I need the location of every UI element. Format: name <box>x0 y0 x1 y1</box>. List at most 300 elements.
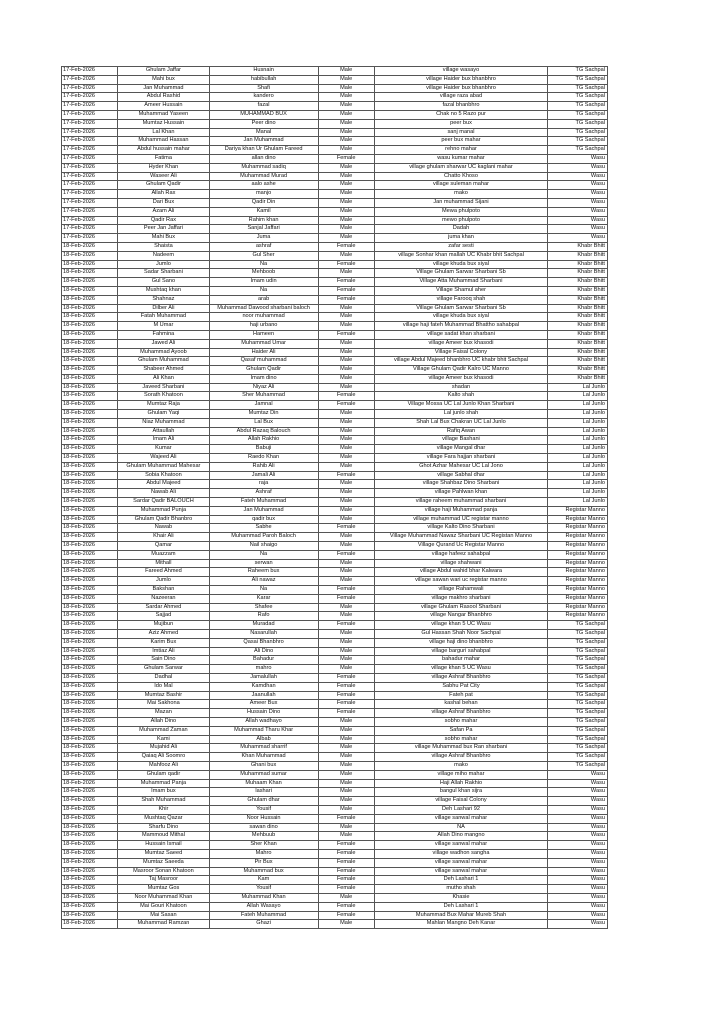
date-cell: 18-Feb-2026 <box>62 348 118 357</box>
address-cell: Mahlan Mangno Deh Kanar <box>374 920 547 929</box>
uc-cell: Khabr Bhitt <box>548 357 608 366</box>
uc-cell: TG Sachpal <box>548 691 608 700</box>
uc-cell: TG Sachpal <box>548 682 608 691</box>
gender-cell: Male <box>318 110 374 119</box>
uc-cell: Wasu <box>548 902 608 911</box>
date-cell: 18-Feb-2026 <box>62 454 118 463</box>
father-name-cell: Na <box>209 260 318 269</box>
uc-cell: Khabr Bhitt <box>548 242 608 251</box>
name-cell: Dadhal <box>118 673 209 682</box>
father-name-cell: Qasai Bhanbhro <box>209 638 318 647</box>
date-cell: 18-Feb-2026 <box>62 427 118 436</box>
gender-cell: Male <box>318 489 374 498</box>
uc-cell: Khabr Bhitt <box>548 330 608 339</box>
name-cell: Fahmina <box>118 330 209 339</box>
name-cell: Ghulam Jaffar <box>118 67 209 76</box>
father-name-cell: Raheem bux <box>209 568 318 577</box>
name-cell: Muhammad Yaseen <box>118 110 209 119</box>
father-name-cell: haji urbano <box>209 322 318 331</box>
date-cell: 18-Feb-2026 <box>62 260 118 269</box>
address-cell: bahadur mahar <box>374 656 547 665</box>
gender-cell: Male <box>318 770 374 779</box>
table-row <box>62 498 608 507</box>
uc-cell: Wasu <box>548 858 608 867</box>
uc-cell: Wasu <box>548 770 608 779</box>
father-name-cell: Muhammad sharrif <box>209 744 318 753</box>
table-row <box>62 418 608 427</box>
name-cell: Wajeed Ali <box>118 454 209 463</box>
address-cell: village haji dino bhanbhro <box>374 638 547 647</box>
date-cell: 18-Feb-2026 <box>62 357 118 366</box>
address-cell: Lal junlo shah <box>374 410 547 419</box>
gender-cell: Male <box>318 198 374 207</box>
gender-cell: Female <box>318 682 374 691</box>
name-cell: Ghulam Muhammad Mahesar <box>118 462 209 471</box>
name-cell: Nadeem <box>118 251 209 260</box>
date-cell: 18-Feb-2026 <box>62 559 118 568</box>
father-name-cell: Mehboob <box>209 269 318 278</box>
table-row <box>62 630 608 639</box>
uc-cell: Lal Junlo <box>548 489 608 498</box>
table-row <box>62 533 608 542</box>
table-row <box>62 93 608 102</box>
name-cell: Mahfooz Ali <box>118 761 209 770</box>
table-row <box>62 665 608 674</box>
father-name-cell: Na <box>209 550 318 559</box>
gender-cell: Male <box>318 304 374 313</box>
table-row <box>62 621 608 630</box>
name-cell: Sain Dino <box>118 656 209 665</box>
gender-cell: Male <box>318 462 374 471</box>
uc-cell: Wasu <box>548 832 608 841</box>
date-cell: 17-Feb-2026 <box>62 181 118 190</box>
gender-cell: Female <box>318 876 374 885</box>
table-row <box>62 788 608 797</box>
uc-cell: Lal Junlo <box>548 454 608 463</box>
father-name-cell: kandero <box>209 93 318 102</box>
gender-cell: Male <box>318 172 374 181</box>
date-cell: 18-Feb-2026 <box>62 647 118 656</box>
uc-cell: Wasu <box>548 805 608 814</box>
table-row <box>62 163 608 172</box>
gender-cell: Male <box>318 445 374 454</box>
table-row <box>62 612 608 621</box>
address-cell: mutho shah <box>374 885 547 894</box>
table-row <box>62 75 608 84</box>
table-row <box>62 348 608 357</box>
father-name-cell: Husnain <box>209 67 318 76</box>
uc-cell: Wasu <box>548 920 608 929</box>
gender-cell: Male <box>318 533 374 542</box>
address-cell: village suleman mahar <box>374 181 547 190</box>
gender-cell: Female <box>318 594 374 603</box>
date-cell: 18-Feb-2026 <box>62 779 118 788</box>
father-name-cell: Albab <box>209 735 318 744</box>
gender-cell: Male <box>318 515 374 524</box>
register-rows <box>62 67 608 929</box>
address-cell: village khuda bux siyal <box>374 260 547 269</box>
table-row <box>62 506 608 515</box>
name-cell: Muazzam <box>118 550 209 559</box>
uc-cell: TG Sachpal <box>548 761 608 770</box>
name-cell: Fatima <box>118 154 209 163</box>
table-row <box>62 383 608 392</box>
name-cell: Mumtaz Bashir <box>118 691 209 700</box>
table-row <box>62 128 608 137</box>
uc-cell: Khabr Bhitt <box>548 251 608 260</box>
name-cell: Mumtaz Hussain <box>118 119 209 128</box>
address-cell: Ghot Azhar Mahesar UC Lal Jono <box>374 462 547 471</box>
date-cell: 17-Feb-2026 <box>62 190 118 199</box>
uc-cell: Khabr Bhitt <box>548 366 608 375</box>
uc-cell: Wasu <box>548 154 608 163</box>
date-cell: 17-Feb-2026 <box>62 67 118 76</box>
uc-cell: Wasu <box>548 841 608 850</box>
gender-cell: Male <box>318 647 374 656</box>
father-name-cell: allan dino <box>209 154 318 163</box>
gender-cell: Male <box>318 181 374 190</box>
name-cell: Abdul Rashid <box>118 93 209 102</box>
table-row <box>62 717 608 726</box>
gender-cell: Female <box>318 911 374 920</box>
date-cell: 18-Feb-2026 <box>62 814 118 823</box>
address-cell: Village Shamul aher <box>374 286 547 295</box>
name-cell: Khair Ali <box>118 533 209 542</box>
gender-cell: Female <box>318 154 374 163</box>
address-cell: Allah Dino mangno <box>374 832 547 841</box>
uc-cell: Lal Junlo <box>548 401 608 410</box>
gender-cell: Male <box>318 797 374 806</box>
table-row <box>62 603 608 612</box>
gender-cell: Male <box>318 779 374 788</box>
address-cell: village Muhammad bux Ran sharbani <box>374 744 547 753</box>
name-cell: Jumlo <box>118 577 209 586</box>
father-name-cell: Qadir Din <box>209 198 318 207</box>
gender-cell: Male <box>318 726 374 735</box>
gender-cell: Male <box>318 427 374 436</box>
gender-cell: Male <box>318 498 374 507</box>
father-name-cell: Nail shaigo <box>209 542 318 551</box>
uc-cell: Lal Junlo <box>548 427 608 436</box>
table-row <box>62 401 608 410</box>
name-cell: Attaullah <box>118 427 209 436</box>
gender-cell: Female <box>318 849 374 858</box>
date-cell: 18-Feb-2026 <box>62 542 118 551</box>
table-row <box>62 154 608 163</box>
father-name-cell: Hussain Dino <box>209 709 318 718</box>
gender-cell: Male <box>318 128 374 137</box>
address-cell: Fateh pat <box>374 691 547 700</box>
name-cell: Mumtaz Raja <box>118 401 209 410</box>
gender-cell: Male <box>318 753 374 762</box>
date-cell: 18-Feb-2026 <box>62 709 118 718</box>
date-cell: 18-Feb-2026 <box>62 656 118 665</box>
name-cell: Dari Bux <box>118 198 209 207</box>
date-cell: 18-Feb-2026 <box>62 630 118 639</box>
address-cell: village Mangal dhar <box>374 445 547 454</box>
father-name-cell: serwan <box>209 559 318 568</box>
uc-cell: Registar Manno <box>548 533 608 542</box>
father-name-cell: Qasaf muhammad <box>209 357 318 366</box>
address-cell: zafar sesti <box>374 242 547 251</box>
father-name-cell: Ashraf <box>209 489 318 498</box>
name-cell: Peer Jan Jaffari <box>118 225 209 234</box>
father-name-cell: aalo ashe <box>209 181 318 190</box>
father-name-cell: Babuji <box>209 445 318 454</box>
uc-cell: TG Sachpal <box>548 93 608 102</box>
table-row <box>62 691 608 700</box>
table-row <box>62 744 608 753</box>
gender-cell: Male <box>318 163 374 172</box>
gender-cell: Male <box>318 67 374 76</box>
date-cell: 18-Feb-2026 <box>62 700 118 709</box>
gender-cell: Female <box>318 691 374 700</box>
date-cell: 18-Feb-2026 <box>62 603 118 612</box>
father-name-cell: Hameen <box>209 330 318 339</box>
table-row <box>62 550 608 559</box>
table-row <box>62 761 608 770</box>
table-row <box>62 515 608 524</box>
table-row <box>62 814 608 823</box>
name-cell: Waseer Ali <box>118 172 209 181</box>
table-row <box>62 304 608 313</box>
table-row <box>62 251 608 260</box>
father-name-cell: Yousif <box>209 885 318 894</box>
name-cell: Sardar Qadir BALOUCH <box>118 498 209 507</box>
table-row <box>62 330 608 339</box>
date-cell: 18-Feb-2026 <box>62 498 118 507</box>
gender-cell: Female <box>318 841 374 850</box>
name-cell: Taj Masroor <box>118 876 209 885</box>
uc-cell: Khabr Bhitt <box>548 313 608 322</box>
gender-cell: Male <box>318 832 374 841</box>
name-cell: Kumar <box>118 445 209 454</box>
uc-cell: TG Sachpal <box>548 709 608 718</box>
name-cell: Sorath Khatoon <box>118 392 209 401</box>
date-cell: 18-Feb-2026 <box>62 374 118 383</box>
table-row <box>62 559 608 568</box>
uc-cell: Registar Manno <box>548 568 608 577</box>
date-cell: 18-Feb-2026 <box>62 911 118 920</box>
name-cell: Jan Muhammad <box>118 84 209 93</box>
name-cell: Shaista <box>118 242 209 251</box>
name-cell: Muhammad Ayoob <box>118 348 209 357</box>
name-cell: M Umar <box>118 322 209 331</box>
address-cell: Shah Lal Bux Chakran UC Lal Junlo <box>374 418 547 427</box>
date-cell: 18-Feb-2026 <box>62 489 118 498</box>
date-cell: 18-Feb-2026 <box>62 506 118 515</box>
address-cell: Haji Allah Rakhio <box>374 779 547 788</box>
father-name-cell: Noor Hussain <box>209 814 318 823</box>
date-cell: 18-Feb-2026 <box>62 744 118 753</box>
father-name-cell: Haider Ali <box>209 348 318 357</box>
date-cell: 18-Feb-2026 <box>62 278 118 287</box>
gender-cell: Female <box>318 621 374 630</box>
name-cell: Mahi Bux <box>118 234 209 243</box>
gender-cell: Male <box>318 454 374 463</box>
address-cell: village Fara hajjan sharbani <box>374 454 547 463</box>
address-cell: village shahwani <box>374 559 547 568</box>
date-cell: 18-Feb-2026 <box>62 480 118 489</box>
father-name-cell: Bahadur <box>209 656 318 665</box>
father-name-cell: Karar <box>209 594 318 603</box>
address-cell: village sanwal mahar <box>374 858 547 867</box>
table-row <box>62 709 608 718</box>
father-name-cell: Kamdhan <box>209 682 318 691</box>
address-cell: village sanwal mahar <box>374 867 547 876</box>
address-cell: village Rahamwali <box>374 586 547 595</box>
father-name-cell: Mumtaz Din <box>209 410 318 419</box>
name-cell: Azam Ali <box>118 207 209 216</box>
date-cell: 18-Feb-2026 <box>62 797 118 806</box>
table-row <box>62 295 608 304</box>
table-row <box>62 172 608 181</box>
table-row <box>62 920 608 929</box>
name-cell: Allah Dino <box>118 717 209 726</box>
father-name-cell: Ghulam Qadir <box>209 366 318 375</box>
table-row <box>62 849 608 858</box>
uc-cell: Registar Manno <box>548 542 608 551</box>
table-row <box>62 392 608 401</box>
name-cell: Qaiaq Ali Soomro <box>118 753 209 762</box>
date-cell: 18-Feb-2026 <box>62 832 118 841</box>
address-cell: village Sabhal dhar <box>374 471 547 480</box>
name-cell: Ghulam Qadir <box>118 181 209 190</box>
father-name-cell: Juma <box>209 234 318 243</box>
name-cell: Sobia Khatoon <box>118 471 209 480</box>
name-cell: Hyder Khan <box>118 163 209 172</box>
name-cell: Javeed Sharbani <box>118 383 209 392</box>
name-cell: Muhammad Zaman <box>118 726 209 735</box>
date-cell: 18-Feb-2026 <box>62 366 118 375</box>
father-name-cell: Khan Muhammad <box>209 753 318 762</box>
name-cell: Mujahid Ali <box>118 744 209 753</box>
gender-cell: Male <box>318 357 374 366</box>
date-cell: 18-Feb-2026 <box>62 550 118 559</box>
date-cell: 17-Feb-2026 <box>62 225 118 234</box>
date-cell: 17-Feb-2026 <box>62 154 118 163</box>
father-name-cell: qadir bux <box>209 515 318 524</box>
address-cell: mako <box>374 761 547 770</box>
address-cell: wasu kumar mahar <box>374 154 547 163</box>
name-cell: Jawed Ali <box>118 339 209 348</box>
name-cell: Dilber Ali <box>118 304 209 313</box>
address-cell: village raza abad <box>374 93 547 102</box>
uc-cell: TG Sachpal <box>548 630 608 639</box>
table-row <box>62 339 608 348</box>
address-cell: village hafeez sahabpal <box>374 550 547 559</box>
father-name-cell: Jan Muhammad <box>209 506 318 515</box>
uc-cell: Lal Junlo <box>548 392 608 401</box>
table-row <box>62 102 608 111</box>
father-name-cell: Imam udin <box>209 278 318 287</box>
date-cell: 18-Feb-2026 <box>62 313 118 322</box>
uc-cell: Khabr Bhitt <box>548 304 608 313</box>
table-row <box>62 841 608 850</box>
father-name-cell: arab <box>209 295 318 304</box>
uc-cell: Wasu <box>548 885 608 894</box>
gender-cell: Male <box>318 823 374 832</box>
gender-cell: Female <box>318 286 374 295</box>
address-cell: peer bux mahar <box>374 137 547 146</box>
gender-cell: Male <box>318 788 374 797</box>
father-name-cell: Allah Wasayo <box>209 902 318 911</box>
name-cell: Shahnaz <box>118 295 209 304</box>
address-cell: Village Ghulam Sarwar Sharbani Sb <box>374 269 547 278</box>
uc-cell: TG Sachpal <box>548 726 608 735</box>
uc-cell: Lal Junlo <box>548 436 608 445</box>
uc-cell: Wasu <box>548 867 608 876</box>
father-name-cell: Nasarullah <box>209 630 318 639</box>
date-cell: 18-Feb-2026 <box>62 295 118 304</box>
name-cell: Bakshan <box>118 586 209 595</box>
name-cell: Kami <box>118 735 209 744</box>
table-row <box>62 119 608 128</box>
address-cell: Kalto shah <box>374 392 547 401</box>
name-cell: Ghulam Sarwar <box>118 665 209 674</box>
date-cell: 17-Feb-2026 <box>62 207 118 216</box>
uc-cell: Registar Manno <box>548 594 608 603</box>
date-cell: 17-Feb-2026 <box>62 75 118 84</box>
address-cell: village raheem muhammad sharbani <box>374 498 547 507</box>
date-cell: 18-Feb-2026 <box>62 849 118 858</box>
name-cell: Mai Sakhona <box>118 700 209 709</box>
address-cell: village Ashraf Bhanbhro <box>374 673 547 682</box>
table-row <box>62 286 608 295</box>
father-name-cell: Jan Muhammad <box>209 137 318 146</box>
uc-cell: Lal Junlo <box>548 383 608 392</box>
table-row <box>62 198 608 207</box>
uc-cell: Wasu <box>548 814 608 823</box>
date-cell: 18-Feb-2026 <box>62 805 118 814</box>
gender-cell: Male <box>318 744 374 753</box>
address-cell: village haji Muhammad panja <box>374 506 547 515</box>
address-cell: village Shahbaz Dino Sharbani <box>374 480 547 489</box>
date-cell: 17-Feb-2026 <box>62 146 118 155</box>
uc-cell: Khabr Bhitt <box>548 260 608 269</box>
name-cell: Mai Gouri Khatoon <box>118 902 209 911</box>
uc-cell: TG Sachpal <box>548 735 608 744</box>
date-cell: 18-Feb-2026 <box>62 673 118 682</box>
table-row <box>62 858 608 867</box>
register-sheet <box>61 66 608 929</box>
address-cell: village Haider bux bhanbhro <box>374 75 547 84</box>
address-cell: bangul khan sijra <box>374 788 547 797</box>
father-name-cell: Na <box>209 286 318 295</box>
gender-cell: Male <box>318 225 374 234</box>
uc-cell: Lal Junlo <box>548 480 608 489</box>
address-cell: village sawan wari uc registar manno <box>374 577 547 586</box>
gender-cell: Male <box>318 84 374 93</box>
table-row <box>62 190 608 199</box>
gender-cell: Male <box>318 920 374 929</box>
name-cell: Shabeer Ahmed <box>118 366 209 375</box>
father-name-cell: Fateh Muhammad <box>209 911 318 920</box>
address-cell: mewo phulpoto <box>374 216 547 225</box>
name-cell: Mumtaz Saeed <box>118 849 209 858</box>
uc-cell: Lal Junlo <box>548 410 608 419</box>
name-cell: Muhammad Hassan <box>118 137 209 146</box>
father-name-cell: fazal <box>209 102 318 111</box>
date-cell: 17-Feb-2026 <box>62 119 118 128</box>
father-name-cell: Peer dino <box>209 119 318 128</box>
uc-cell: Wasu <box>548 216 608 225</box>
date-cell: 17-Feb-2026 <box>62 172 118 181</box>
date-cell: 18-Feb-2026 <box>62 269 118 278</box>
name-cell: Mujibun <box>118 621 209 630</box>
address-cell: Village Faisal Colony <box>374 348 547 357</box>
date-cell: 18-Feb-2026 <box>62 462 118 471</box>
